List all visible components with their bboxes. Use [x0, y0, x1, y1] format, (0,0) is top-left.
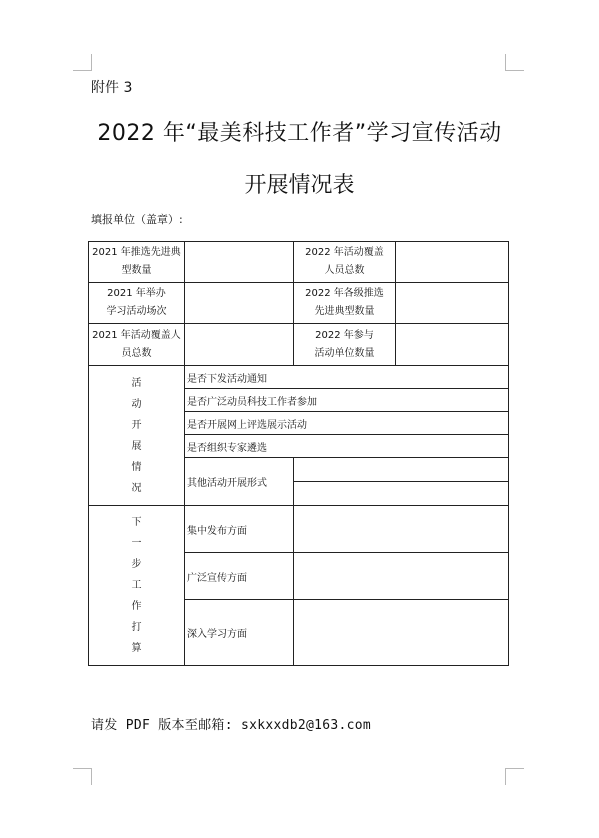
section-char: 动 [131, 398, 142, 410]
document-title: 2022 年“最美科技工作者”学习宣传活动 [97, 121, 502, 146]
value-cell-2021-typical-count[interactable] [185, 242, 294, 283]
section-char: 作 [131, 601, 142, 612]
section-char: 况 [131, 482, 142, 494]
label-line: 学习活动场次 [106, 306, 167, 317]
crop-mark-bottom-right [505, 768, 524, 785]
activity-item-mobilize[interactable]: 是否广泛动员科技工作者参加 [185, 389, 509, 412]
section-char: 打 [131, 622, 142, 633]
next-value-study[interactable] [294, 600, 509, 666]
value-cell-2022-coverage-total[interactable] [396, 242, 509, 283]
section-label-activity-status [89, 366, 185, 506]
other-forms-label: 其他活动开展形式 [185, 458, 294, 506]
section-char: 步 [131, 559, 142, 570]
label-line: 型数量 [121, 265, 152, 276]
label-line: 活动单位数量 [314, 347, 375, 359]
section-char: 展 [131, 440, 142, 452]
section-char: 算 [131, 643, 142, 654]
section-char: 开 [131, 419, 142, 431]
next-value-publicity[interactable] [294, 553, 509, 600]
value-cell-2021-activity-sessions[interactable] [185, 283, 294, 324]
document-subtitle: 开展情况表 [244, 173, 355, 198]
footer-email-note: 请发 PDF 版本至邮箱: sxkxxdb2@163.com [91, 718, 372, 733]
table-row [89, 324, 509, 366]
value-cell-2022-typical-count[interactable] [396, 283, 509, 324]
next-item-publicity: 广泛宣传方面 [185, 553, 294, 600]
next-item-release: 集中发布方面 [185, 506, 294, 553]
other-forms-value-1[interactable] [294, 458, 509, 482]
crop-mark-top-right [505, 54, 524, 71]
reporting-unit-label: 填报单位（盖章）: [91, 213, 183, 226]
section-char: 一 [131, 538, 142, 549]
attachment-label: 附件 3 [91, 80, 133, 96]
label-line: 2022 年活动覆盖 [305, 247, 384, 258]
section-char: 下 [131, 517, 142, 528]
report-table [88, 241, 509, 666]
label-2021-typical-count [89, 242, 185, 283]
value-cell-2021-coverage-total[interactable] [185, 324, 294, 366]
next-item-study: 深入学习方面 [185, 600, 294, 666]
crop-mark-top-left [73, 54, 92, 71]
table-row [89, 283, 509, 324]
label-2022-coverage-total [294, 242, 396, 283]
activity-item-expert-selection[interactable]: 是否组织专家遴选 [185, 435, 509, 458]
label-line: 人员总数 [324, 265, 365, 276]
table-row [89, 366, 509, 389]
label-2022-typical-count [294, 283, 396, 324]
label-line: 2022 年各级推选 [305, 288, 384, 299]
label-line: 员总数 [121, 347, 152, 359]
label-line: 2021 年推选先进典 [92, 247, 181, 258]
section-char: 活 [131, 377, 142, 389]
label-line: 2022 年参与 [315, 329, 374, 341]
label-2022-participating-units [294, 324, 396, 366]
section-char: 情 [131, 461, 142, 473]
label-2021-coverage-total [89, 324, 185, 366]
activity-item-notice[interactable]: 是否下发活动通知 [185, 366, 509, 389]
label-2021-activity-sessions [89, 283, 185, 324]
label-line: 2021 年活动覆盖人 [92, 329, 181, 341]
label-line: 先进典型数量 [314, 306, 375, 317]
crop-mark-bottom-left [73, 768, 92, 785]
value-cell-2022-participating-units[interactable] [396, 324, 509, 366]
label-line: 2021 年举办 [107, 288, 166, 299]
activity-item-online-showcase[interactable]: 是否开展网上评选展示活动 [185, 412, 509, 435]
section-char: 工 [131, 580, 142, 591]
other-forms-value-2[interactable] [294, 482, 509, 506]
section-label-next-plan [89, 506, 185, 666]
table-row [89, 242, 509, 283]
next-value-release[interactable] [294, 506, 509, 553]
table-row [89, 506, 509, 553]
